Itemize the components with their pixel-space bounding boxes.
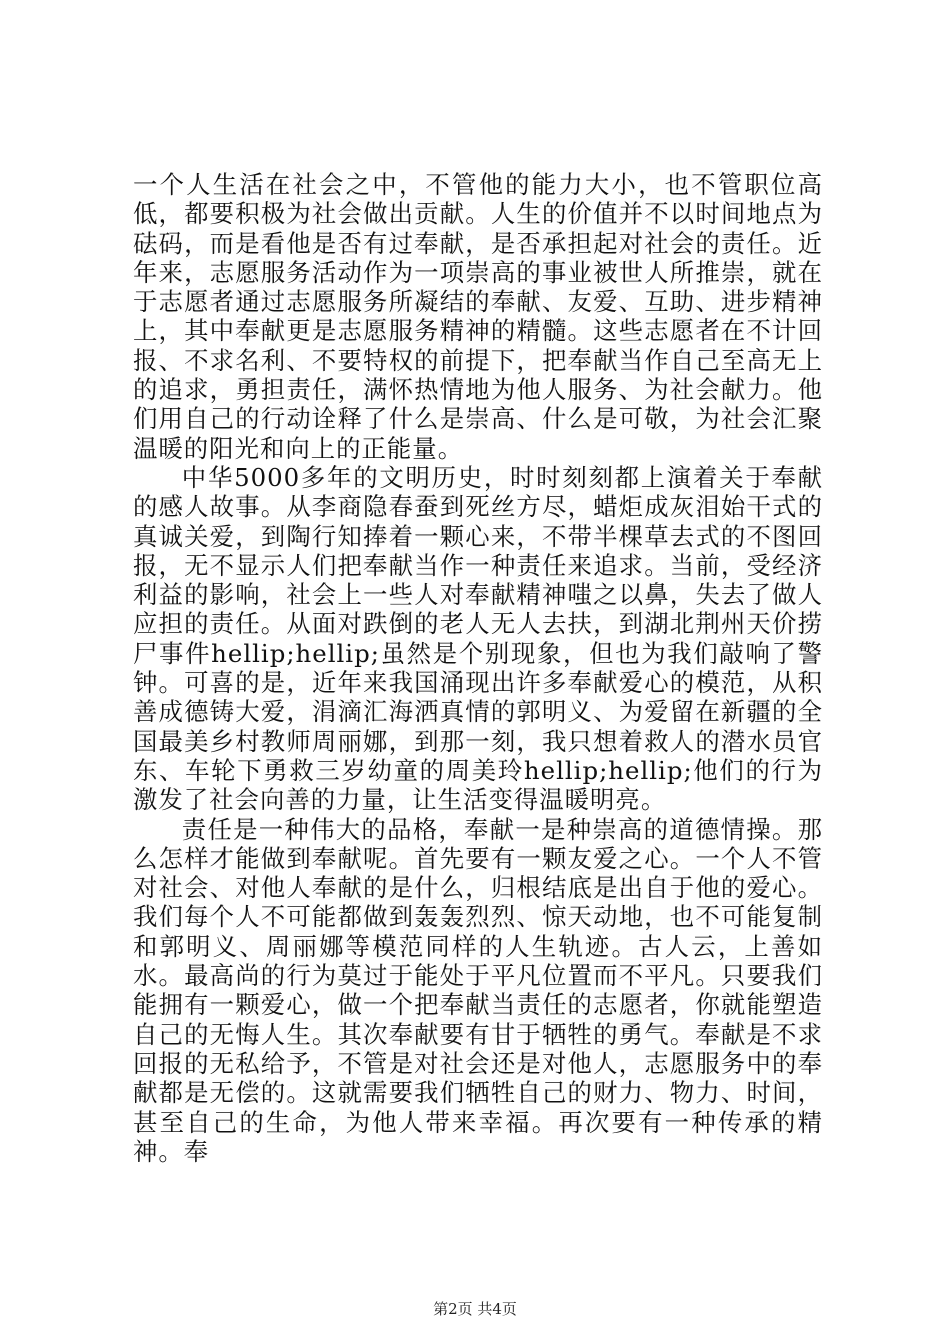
paragraph-1: 一个人生活在社会之中，不管他的能力大小，也不管职位高低，都要积极为社会做出贡献。人生的价值并不以时间地点为砝码，而是看他是否有过奉献，是否承担起对社会的责任。近年来，志愿服务活动作为一项崇高的事业被世人所推崇，就在于志愿者通过志愿服务所凝结的奉献、友爱、互助、进步精神上，其中奉献更是志愿服务精神的精髓。这些志愿者在不计回报、不求名利、不要特权的前提下，把奉献当作自己至高无上的追求，勇担责任，满怀热情地为他人服务、为社会献力。他们用自己的行动诠释了什么是崇高、什么是可敬，为社会汇聚温暖的阳光和向上的正能量。 bbox=[133, 170, 823, 463]
paragraph-2: 中华5000多年的文明历史，时时刻刻都上演着关于奉献的感人故事。从李商隐春蚕到死丝方尽，蜡炬成灰泪始干式的真诚关爱，到陶行知捧着一颗心来，不带半棵草去式的不图回报，无不显示人们把奉献当作一种责任来追求。当前，受经济利益的影响，社会上一些人对奉献精神嗤之以鼻，失去了做人应担的责任。从面对跌倒的老人无人去扶，到湖北荆州天价捞尸事件hellip;hellip;虽然是个别现象，但也为我们敲响了警钟。可喜的是，近年来我国涌现出许多奉献爱心的模范，从积善成德铸大爱，涓滴汇海洒真情的郭明义、为爱留在新疆的全国最美乡村教师周丽娜，到那一刻，我只想着救人的潜水员官东、车轮下勇救三岁幼童的周美玲hellip;hellip;他们的行为激发了社会向善的力量，让生活变得温暖明亮。 bbox=[133, 462, 823, 815]
page-number-footer: 第2页 共4页 bbox=[433, 1300, 517, 1318]
document-body bbox=[133, 170, 823, 1166]
paragraph-3: 责任是一种伟大的品格，奉献一是种崇高的道德情操。那么怎样才能做到奉献呢。首先要有一颗友爱之心。一个人不管对社会、对他人奉献的是什么，归根结底是出自于他的爱心。我们每个人不可能都做到轰轰烈烈、惊天动地，也不可能复制和郭明义、周丽娜等模范同样的人生轨迹。古人云，上善如水。最高尚的行为莫过于能处于平凡位置而不平凡。只要我们能拥有一颗爱心，做一个把奉献当责任的志愿者，你就能塑造自己的无悔人生。其次奉献要有甘于牺牲的勇气。奉献是不求回报的无私给予，不管是对社会还是对他人，志愿服务中的奉献都是无偿的。这就需要我们牺牲自己的财力、物力、时间，甚至自己的生命，为他人带来幸福。再次要有一种传承的精神。奉 bbox=[133, 814, 823, 1166]
